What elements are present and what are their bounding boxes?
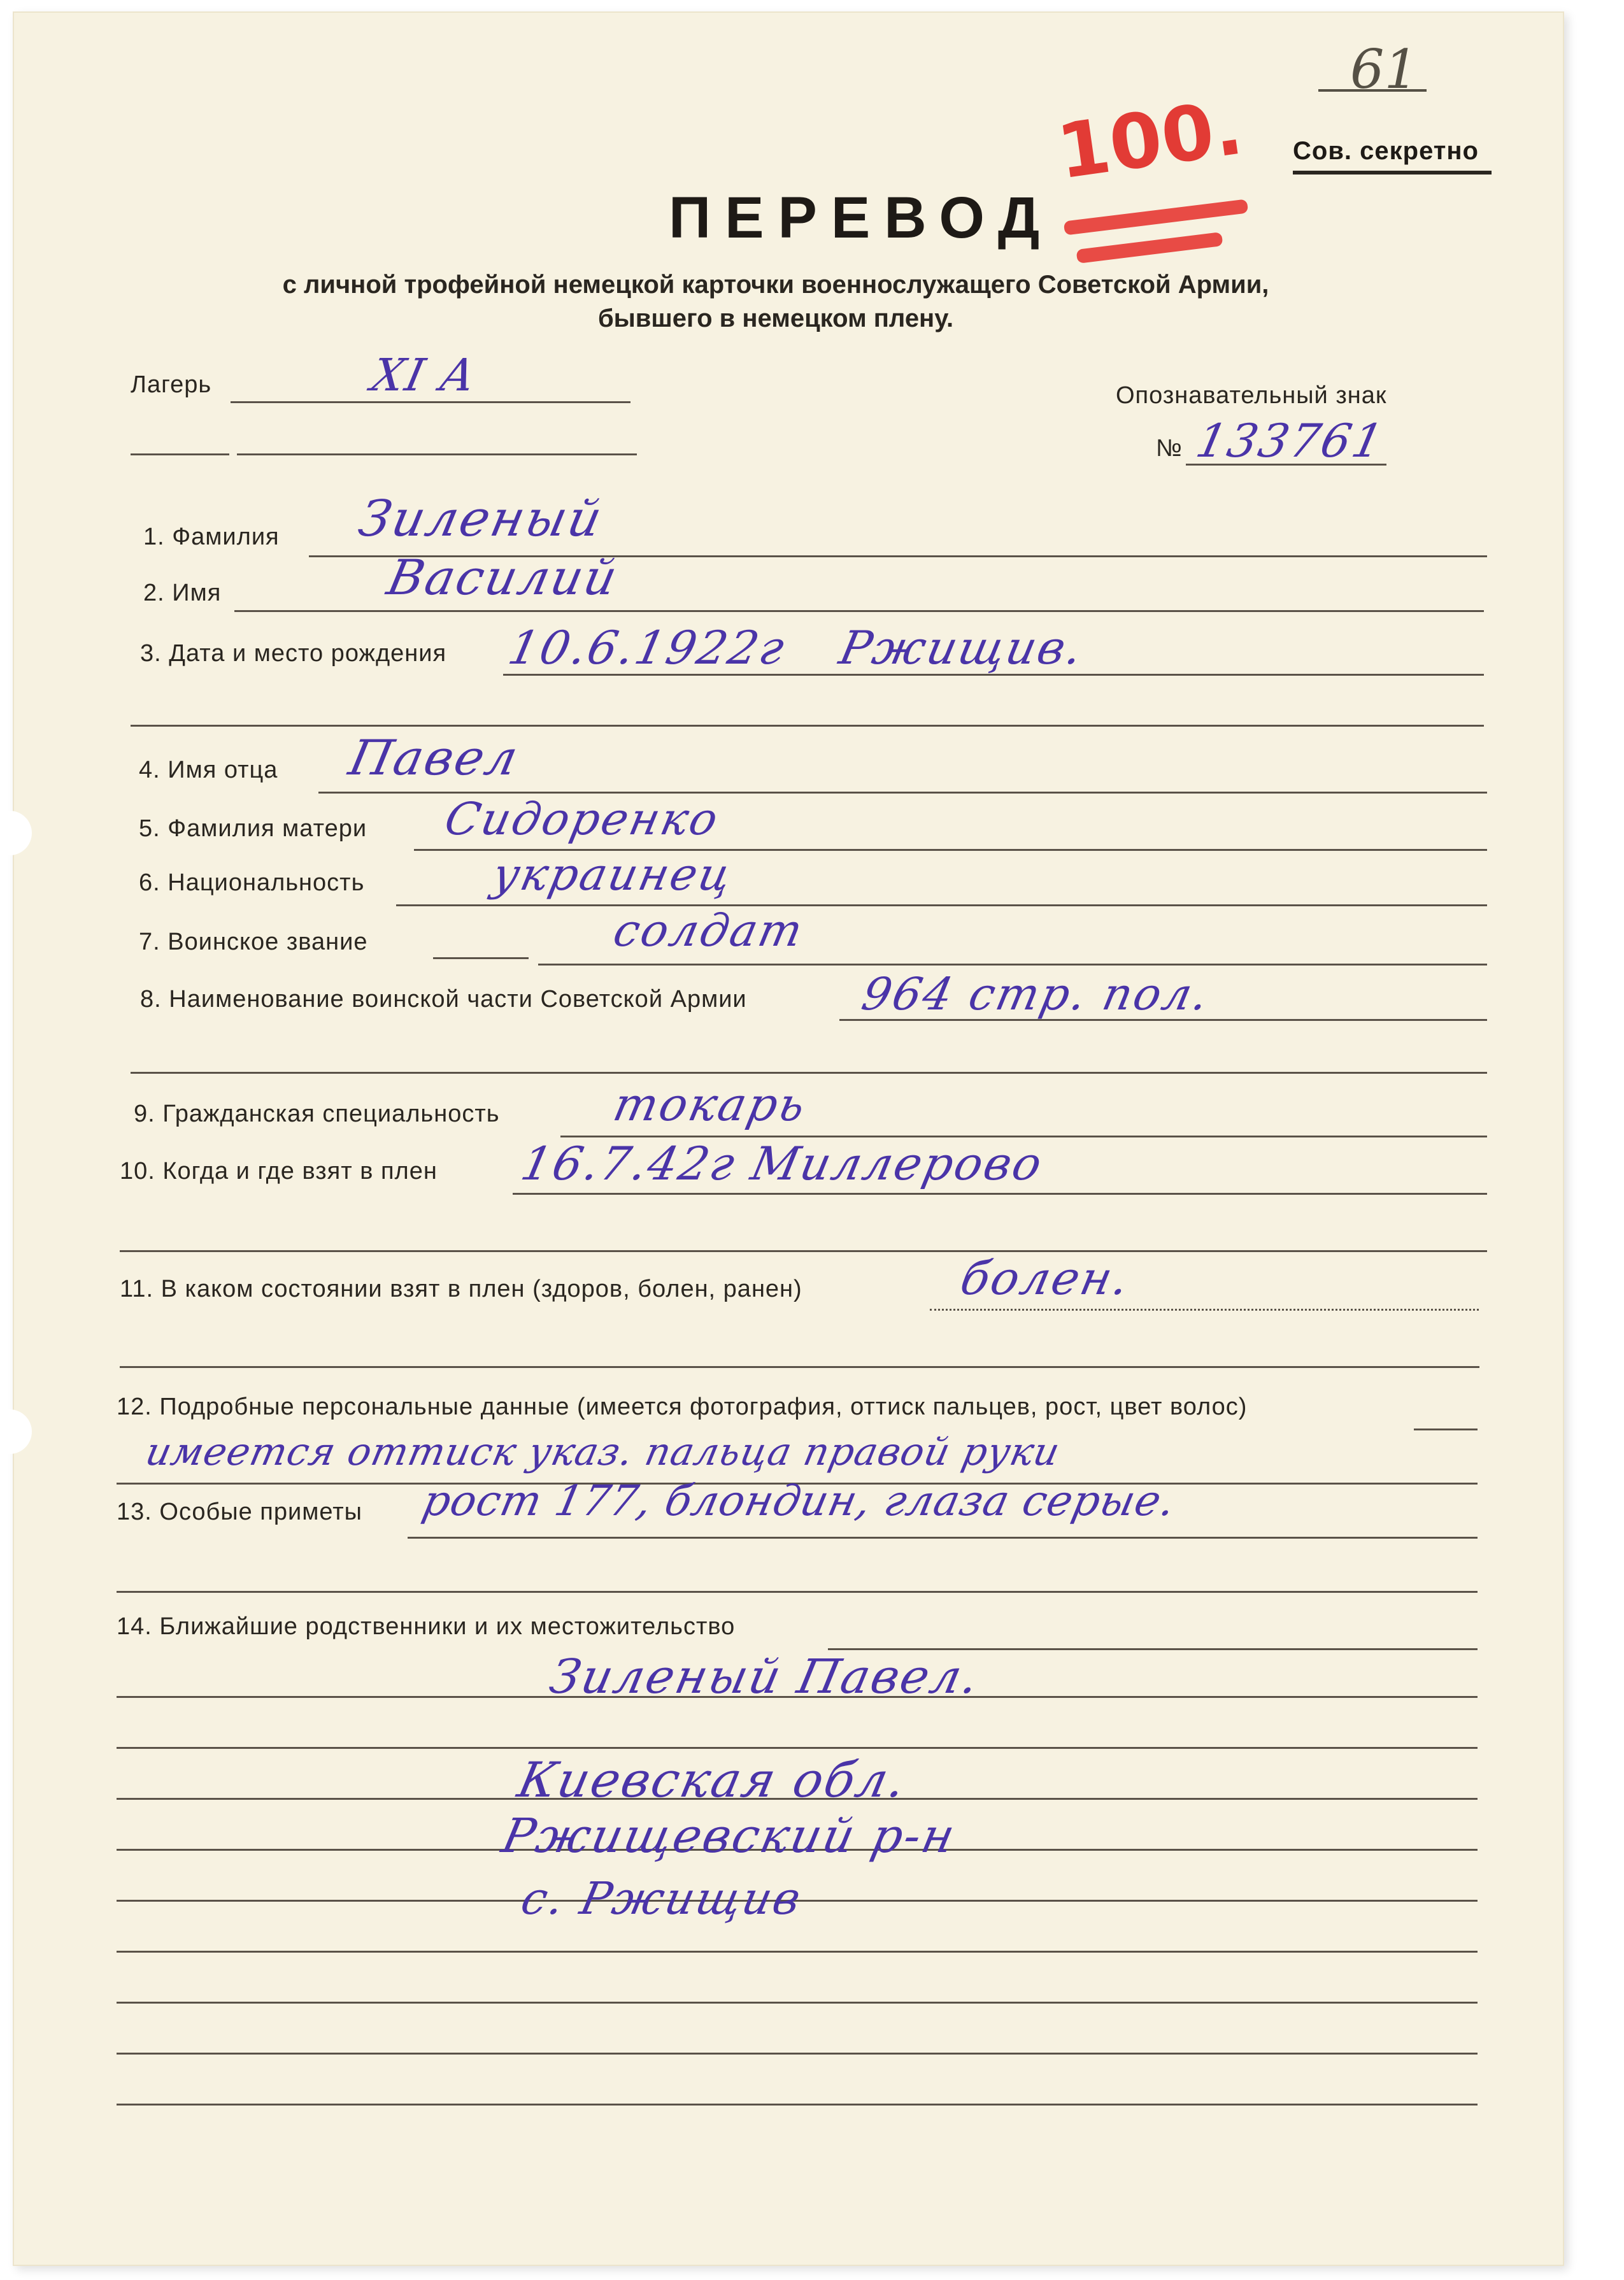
field-10-label: 10. Когда и где взят в плен [120, 1158, 438, 1185]
field-4-label: 4. Имя отца [139, 757, 278, 783]
field-14-address-region: Киевская обл. [513, 1751, 913, 1808]
torn-notch-lower [0, 1409, 32, 1454]
field-1-value: Зиленый [353, 490, 609, 548]
field-14-line-3 [117, 1747, 1478, 1749]
field-5-value: Сидоренко [440, 793, 725, 845]
field-2-line [234, 610, 1484, 612]
field-12-label: 12. Подробные персональные данные (имеется фотография, оттиск пальцев, рост, цвет волос) [117, 1393, 1248, 1420]
field-3-value-place: Ржищив. [835, 621, 1089, 674]
camp-line-2b [237, 453, 637, 455]
field-10-line [513, 1193, 1487, 1195]
field-5-label: 5. Фамилия матери [139, 815, 367, 842]
field-8-label: 8. Наименование воинской части Советской Армии [140, 986, 747, 1013]
camp-line-2a [131, 453, 229, 455]
red-number-mark: 100. [1051, 83, 1248, 196]
field-13-value: рост 177, блондин, глаза серые. [418, 1476, 1181, 1525]
field-2-label: 2. Имя [143, 580, 222, 606]
archive-number-strike [1318, 89, 1427, 92]
field-8-line-2 [131, 1072, 1487, 1074]
field-9-value: токарь [609, 1078, 812, 1131]
field-1-label: 1. Фамилия [143, 524, 280, 550]
field-11-line [930, 1309, 1479, 1311]
field-14-line-8 [117, 2002, 1478, 2004]
field-13-line [408, 1537, 1478, 1539]
field-14-line-10 [117, 2104, 1478, 2105]
id-mark-label: Опознавательный знак [1116, 382, 1387, 409]
field-7-value: солдат [609, 904, 809, 957]
field-12-value: имеется оттиск указ. пальца правой руки [141, 1430, 1064, 1474]
field-6-value: украинец [488, 848, 738, 901]
field-14-relative-name: Зиленый Павел. [545, 1649, 986, 1704]
field-14-address-district: Ржищевский р-н [497, 1809, 962, 1863]
torn-notch-upper [0, 811, 32, 855]
field-13-line-2 [117, 1591, 1478, 1593]
field-7-label: 7. Воинское звание [139, 929, 368, 955]
classification-underline [1293, 171, 1492, 175]
field-6-label: 6. Национальность [139, 869, 365, 896]
classification-stamp: Сов. секретно [1293, 137, 1479, 165]
id-mark-value: 133761 [1192, 414, 1390, 467]
camp-value: XI A [367, 349, 482, 401]
subtitle-line-2: бывшего в немецком плену. [597, 304, 954, 332]
field-7-line-a [433, 957, 529, 959]
field-3-value-date: 10.6.1922г [504, 621, 791, 674]
field-14-label: 14. Ближайшие родственники и их местожительство [117, 1613, 736, 1640]
field-8-value: 964 стр. пол. [857, 968, 1215, 1020]
field-3-label: 3. Дата и место рождения [140, 640, 447, 667]
field-14-line-9 [117, 2053, 1478, 2055]
archive-number: 61 [1350, 38, 1418, 101]
id-mark-prefix: № [1156, 435, 1183, 462]
field-10-line-2 [120, 1250, 1487, 1252]
field-14-line-7 [117, 1951, 1478, 1953]
field-3-line-2 [131, 725, 1484, 727]
camp-line [231, 401, 630, 403]
page-title: ПЕРЕВОД [669, 185, 1054, 250]
field-11-value: болен. [956, 1251, 1136, 1305]
field-2-value: Василий [382, 549, 624, 606]
field-11-line-2 [120, 1366, 1479, 1368]
field-4-value: Павел [344, 729, 525, 786]
subtitle-line-1: с личной трофейной немецкой карточки военнослужащего Советской Армии, [282, 271, 1269, 299]
field-13-label: 13. Особые приметы [117, 1499, 362, 1525]
field-6-line [396, 904, 1487, 906]
field-7-line-b [538, 964, 1487, 965]
field-11-label: 11. В каком состоянии взят в плен (здоров, болен, ранен) [120, 1276, 802, 1302]
field-9-label: 9. Гражданская специальность [134, 1101, 500, 1127]
field-12-line [1414, 1429, 1478, 1430]
camp-label: Лагерь [131, 371, 212, 398]
field-14-address-village: с. Ржищив [516, 1872, 808, 1925]
field-10-value: 16.7.42г Миллерово [516, 1137, 1049, 1190]
